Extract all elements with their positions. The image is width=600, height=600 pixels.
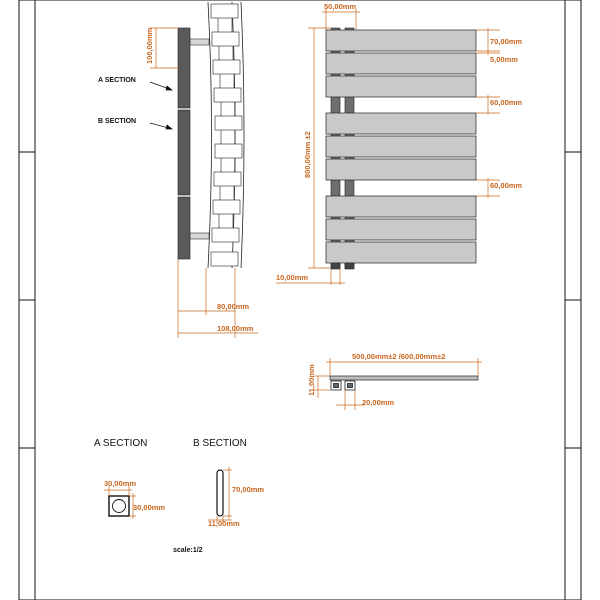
front-view [276,2,522,285]
side-section-leaders [150,82,172,129]
panel-3 [326,76,476,97]
dim-top-11-text: 11,00mm [307,364,316,396]
dim-front-10-text: 10,00mm [276,273,309,282]
dim-front-50-lines [322,9,360,30]
dim-front-height-text: 800,00mm ±2 [303,131,312,178]
panel-8 [326,219,476,240]
front-feet [331,263,354,269]
sheet-frame [19,0,581,600]
dim-top-20-lines [336,390,365,410]
dim-front-60-top-text: 60,00mm [490,98,523,107]
dim-side-100-text: 100,00mm [145,27,154,64]
panel-5 [326,136,476,157]
dim-top-20-text: 20,00mm [362,398,395,407]
b-section-title: B SECTION [193,438,247,449]
curved-panel-stack [208,2,244,268]
wall-bracket-bottom [190,233,209,239]
top-panel-bar [330,376,478,380]
panel-1 [326,30,476,51]
wall-bracket-top [190,39,209,45]
side-back-panels [178,28,190,259]
b-section-drawing [208,467,232,524]
scale-label: scale:1/2 [173,547,203,554]
dim-front-60-mid-text: 60,00mm [490,181,523,190]
a-section-dim-30-side: 30,00mm [133,503,166,512]
dim-side-80-text: 80,00mm [217,302,250,311]
b-section-dim-70: 70,00mm [232,485,265,494]
dim-front-5-text: 5,00mm [490,55,518,64]
panel-7 [326,196,476,217]
b-section-dim-11: 11,00mm [208,519,240,528]
dim-top-width-text: 500,00mm±2 /600,00mm±2 [352,352,446,361]
dim-front-50-text: 50,00mm [324,2,357,11]
dim-top-11-lines [314,376,330,398]
side-view [98,2,258,338]
front-panels [326,30,476,263]
a-section-dim-30-top: 30,00mm [104,479,137,488]
dim-side-108-text: 108,00mm [217,324,254,333]
panel-4 [326,113,476,134]
panel-2 [326,53,476,74]
dim-side-100-lines [150,28,178,68]
side-a-section-label: A SECTION [98,77,136,84]
panel-9 [326,242,476,263]
dim-front-70-text: 70,00mm [490,37,523,46]
a-section-title: A SECTION [94,438,148,449]
top-brackets [331,381,355,390]
side-b-section-label: B SECTION [98,118,137,125]
panel-6 [326,159,476,180]
a-section-drawing [104,486,136,519]
top-view [307,352,482,410]
